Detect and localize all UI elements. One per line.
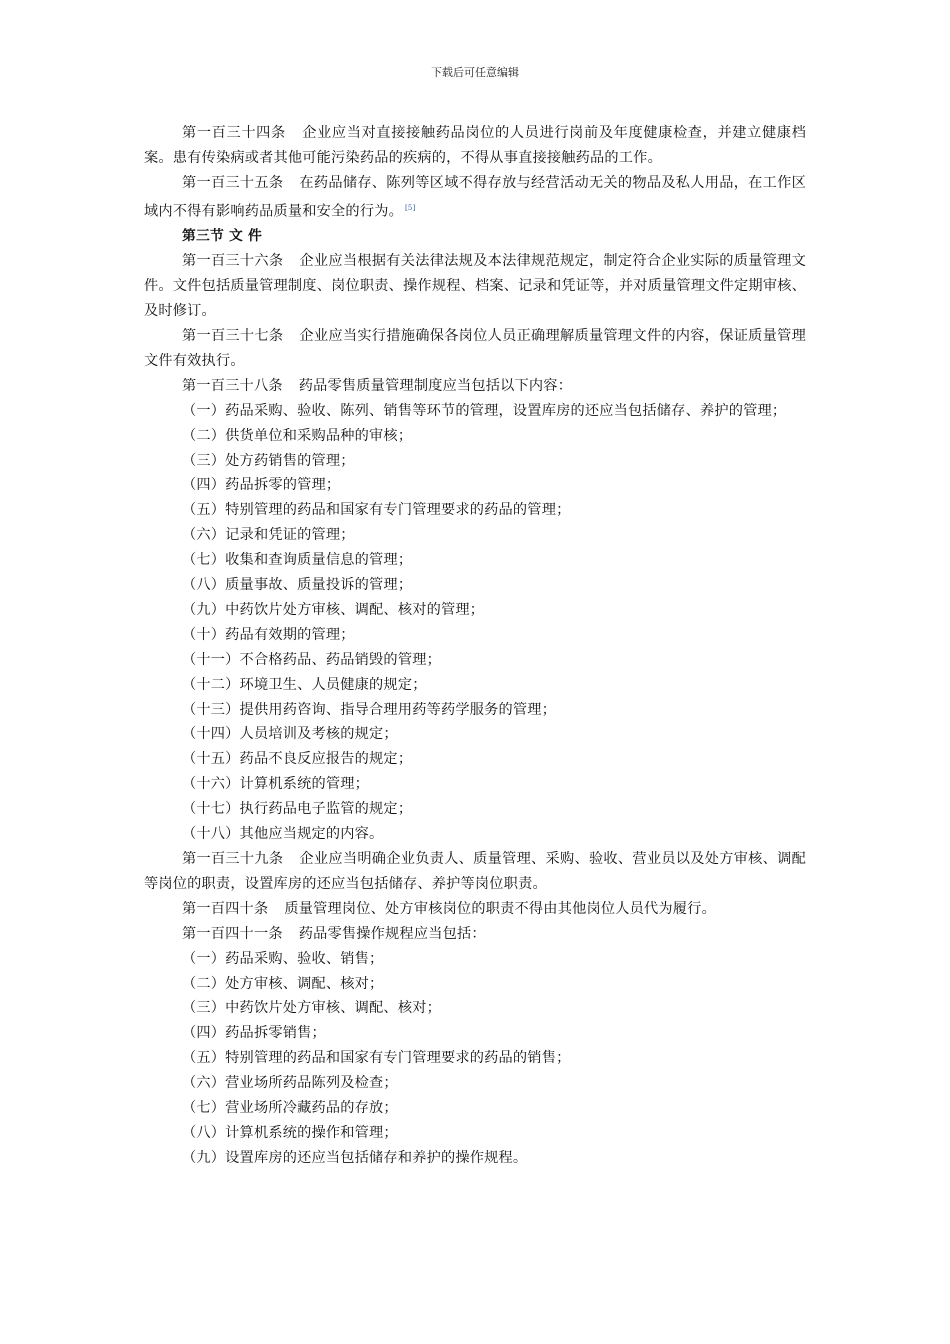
list-item: （十七）执行药品电子监管的规定；: [182, 801, 413, 818]
article-number: 第一百四十一条: [182, 925, 283, 942]
article-134: [144, 121, 806, 171]
article-text: 企业应当明确企业负责人、质量管理、采购、验收、营业员以及处方审核、调配等岗位的职责，设置库房的还应当包括储存、养护等岗位职责。: [144, 851, 806, 892]
document-body: [144, 121, 806, 1171]
list-item: （五）特别管理的药品和国家有专门管理要求的药品的管理；: [182, 502, 571, 519]
list-item: （十）药品有效期的管理；: [182, 626, 355, 643]
section-title: 第三节 文 件: [182, 228, 262, 245]
list-item: （八）计算机系统的操作和管理；: [182, 1124, 398, 1141]
list-item: （三）中药饮片处方审核、调配、核对；: [182, 1000, 441, 1017]
list-item: （六）记录和凭证的管理；: [182, 527, 355, 544]
article-141: [144, 922, 806, 947]
article-text: 药品零售操作规程应当包括：: [298, 925, 486, 942]
list-item: （六）营业场所药品陈列及检查；: [182, 1075, 398, 1092]
article-135: [144, 171, 806, 225]
list-item: （四）药品拆零销售；: [182, 1025, 326, 1042]
footnote-link[interactable]: [5]: [404, 203, 416, 212]
article-137: [144, 324, 806, 374]
list-item: （二）处方审核、调配、核对；: [182, 975, 384, 992]
list-item: （十一）不合格药品、药品销毁的管理；: [182, 651, 441, 668]
list-item: （十三）提供用药咨询、指导合理用药等药学服务的管理；: [182, 701, 557, 718]
article-number: 第一百三十四条: [182, 125, 286, 141]
list-item: （四）药品拆零的管理；: [182, 477, 341, 494]
article-text: 企业应当根据有关法律法规及本法律规范规定，制定符合企业实际的质量管理文件。文件包括质量管理制度、岗位职责、操作规程、档案、记录和凭证等，并对质量管理文件定期审核、及时修订。: [144, 253, 806, 320]
article-number: 第一百三十七条: [182, 327, 284, 344]
list-item: （七）营业场所冷藏药品的存放；: [182, 1100, 398, 1117]
list-item: （五）特别管理的药品和国家有专门管理要求的药品的销售；: [182, 1050, 571, 1067]
list-item: （十二）环境卫生、人员健康的规定；: [182, 676, 427, 693]
article-140: [144, 897, 806, 922]
list-item: （十五）药品不良反应报告的规定；: [182, 751, 413, 768]
list-item: （一）药品采购、验收、陈列、销售等环节的管理，设置库房的还应当包括储存、养护的管理；: [182, 402, 787, 419]
list-item: （七）收集和查询质量信息的管理；: [182, 552, 413, 569]
list-item: （八）质量事故、质量投诉的管理；: [182, 577, 413, 594]
list-item: （九）设置库房的还应当包括储存和养护的操作规程。: [182, 1149, 528, 1166]
article-138: [144, 374, 806, 399]
article-number: 第一百三十六条: [182, 253, 284, 270]
article-136: [144, 249, 806, 324]
article-number: 第一百四十条: [182, 900, 269, 917]
article-number: 第一百三十九条: [182, 851, 284, 868]
list-item: （三）处方药销售的管理；: [182, 452, 355, 469]
page-header: 下载后可任意编辑: [431, 66, 519, 79]
article-text: 企业应当对直接接触药品岗位的人员进行岗前及年度健康检查，并建立健康档案。患有传染病或者其他可能污染药品的疾病的，不得从事直接接触药品的工作。: [144, 125, 806, 166]
article-number: 第一百三十五条: [182, 174, 284, 191]
article-text: 药品零售质量管理制度应当包括以下内容：: [298, 377, 573, 394]
list-item: （十六）计算机系统的管理；: [182, 776, 370, 793]
list-item: （十八）其他应当规定的内容。: [182, 826, 384, 843]
article-text: 企业应当实行措施确保各岗位人员正确理解质量管理文件的内容，保证质量管理文件有效执行。: [144, 327, 806, 369]
list-item: （二）供货单位和采购品种的审核；: [182, 427, 413, 444]
article-number: 第一百三十八条: [182, 377, 283, 394]
article-text: 在药品储存、陈列等区域不得存放与经营活动无关的物品及私人用品，在工作区域内不得有影响药品质量和安全的行为。: [144, 174, 806, 220]
list-item: （十四）人员培训及考核的规定；: [182, 726, 398, 743]
list-item: （九）中药饮片处方审核、调配、核对的管理；: [182, 601, 485, 618]
article-text: 质量管理岗位、处方审核岗位的职责不得由其他岗位人员代为履行。: [284, 900, 716, 917]
list-item: （一）药品采购、验收、销售；: [182, 950, 384, 967]
article-139: [144, 847, 806, 897]
